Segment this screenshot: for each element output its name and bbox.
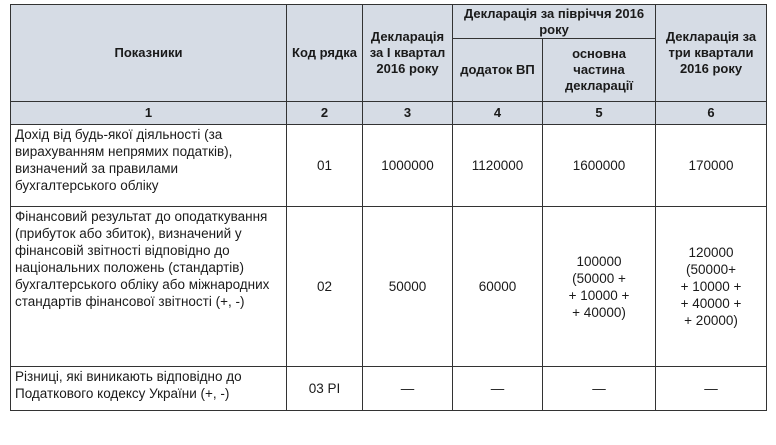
header-q1: Декларація за I квартал 2016 року (363, 5, 453, 102)
column-number: 4 (453, 102, 543, 125)
cell-line: (50000 + (572, 270, 626, 286)
cell-nine-months: — (656, 367, 767, 411)
cell-main-part: — (543, 367, 656, 411)
cell-main-part: 1600000 (543, 125, 656, 207)
declaration-table (10, 4, 767, 411)
table-row (11, 367, 767, 411)
row-label: Різниці, які виникають відповідно до Податкового кодексу України (+, -) (11, 367, 287, 411)
header-code: Код рядка (287, 5, 363, 102)
column-number: 5 (543, 102, 656, 125)
row-code: 03 РІ (287, 367, 363, 411)
table-row (11, 207, 767, 367)
cell-line: (50000+ (686, 262, 736, 277)
column-numbers-row (11, 102, 767, 125)
header-main-part: основна частина декларації (543, 39, 656, 102)
cell-line: 100000 (576, 253, 622, 269)
column-number: 6 (656, 102, 767, 125)
header-appendix: додаток ВП (453, 39, 543, 102)
cell-q1: — (363, 367, 453, 411)
header-indicators: Показники (11, 5, 287, 102)
cell-line: + 40000) (572, 304, 626, 320)
cell-appendix: 60000 (453, 207, 543, 367)
header-row-top (11, 5, 767, 39)
header-half-year: Декларація за півріччя 2016 року (453, 5, 656, 39)
cell-line: 120000 (688, 245, 734, 260)
cell-main-part (543, 207, 656, 367)
cell-line: + 10000 + (680, 279, 742, 294)
declaration-table-wrapper (10, 4, 766, 411)
column-number: 1 (11, 102, 287, 125)
row-label: Дохід від будь-якої діяльності (за вирахуванням непрямих податків), визначений за правилами бухгалтерського обліку (11, 125, 287, 207)
cell-line: + 40000 + (680, 296, 742, 311)
row-code: 02 (287, 207, 363, 367)
cell-nine-months: 170000 (656, 125, 767, 207)
table-row (11, 125, 767, 207)
cell-appendix: 1120000 (453, 125, 543, 207)
cell-q1: 50000 (363, 207, 453, 367)
column-number: 2 (287, 102, 363, 125)
row-code: 01 (287, 125, 363, 207)
row-label: Фінансовий результат до оподаткування (прибуток або збиток), визначений у фінансовій звітності відповідно до національних положень (стандартів) бухгалтерського обліку або міжнародних стандартів фінансової звітності (+, -) (11, 207, 287, 367)
cell-appendix: — (453, 367, 543, 411)
cell-q1: 1000000 (363, 125, 453, 207)
cell-line: + 10000 + (568, 287, 630, 303)
cell-nine-months (656, 207, 767, 367)
column-number: 3 (363, 102, 453, 125)
header-nine-months: Декларація за три квартали 2016 року (656, 5, 767, 102)
cell-line: + 20000) (684, 313, 738, 328)
